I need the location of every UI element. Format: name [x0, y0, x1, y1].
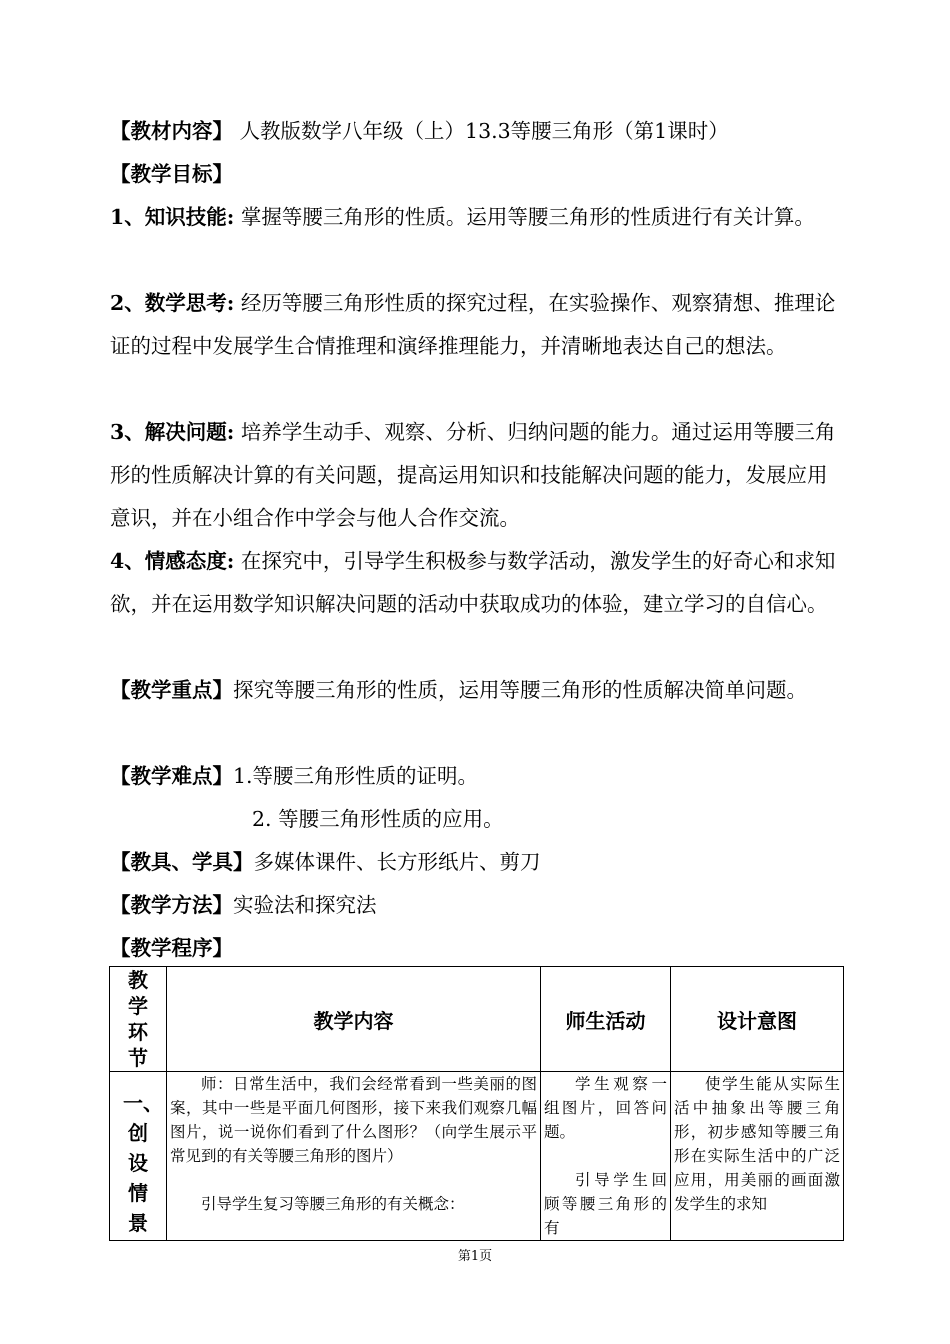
objective-text: 在探究中，引导学生积极参与数学活动，激发学生的好奇心和求知欲，并在运用数学知识解决问题的活动中获取成功的体验，建立学习的自信心。: [110, 549, 836, 616]
objective-text: 掌握等腰三角形的性质。运用等腰三角形的性质进行有关计算。: [240, 205, 815, 229]
objective-label: 2、数学思考:: [110, 291, 235, 315]
difficulty-line: [110, 755, 842, 798]
objective-item-4: [110, 540, 842, 626]
header-intent: 设计意图: [671, 967, 844, 1072]
key-point-line: [110, 669, 842, 712]
objective-item-2: [110, 282, 842, 368]
method-line: [110, 884, 842, 927]
objective-item-3: [110, 411, 842, 540]
stage-label: 一、创设情景: [123, 1091, 163, 1235]
method-text: 实验法和探究法: [233, 893, 377, 917]
table-header-row: [110, 967, 844, 1072]
activity-paragraph-1: 学生观察一组图片，回答问题。: [544, 1075, 667, 1141]
key-point-text: 探究等腰三角形的性质，运用等腰三角形的性质解决简单问题。: [233, 678, 807, 702]
material-line: [110, 110, 842, 153]
intent-cell: [671, 1072, 844, 1241]
activity-paragraph-2: 引导学生回顾等腰三角形的有: [544, 1171, 667, 1237]
objective-label: 3、解决问题:: [110, 420, 235, 444]
objective-item-1: [110, 196, 842, 239]
table-row: [110, 1072, 844, 1241]
header-activity: 师生活动: [541, 967, 671, 1072]
difficulty-label: 【教学难点】: [110, 764, 233, 788]
content-cell: [167, 1072, 541, 1241]
objective-text: 培养学生动手、观察、分析、归纳问题的能力。通过运用等腰三角形的性质解决计算的有关问题，提高运用知识和技能解决问题的能力，发展应用意识，并在小组合作中学会与他人合作交流。: [110, 420, 836, 530]
procedure-title: 【教学程序】: [110, 936, 233, 960]
objective-text: 经历等腰三角形性质的探究过程，在实验操作、观察猜想、推理论证的过程中发展学生合情推理和演绎推理能力，并清晰地表达自己的想法。: [110, 291, 836, 358]
difficulty-item-2: 2. 等腰三角形性质的应用。: [252, 807, 504, 831]
method-label: 【教学方法】: [110, 893, 233, 917]
page-number: 第1页: [457, 1249, 493, 1264]
tools-text: 多媒体课件、长方形纸片、剪刀: [253, 850, 541, 874]
tools-label: 【教具、学具】: [110, 850, 254, 874]
objectives-title: 【教学目标】: [110, 162, 233, 186]
header-content: 教学内容: [167, 967, 541, 1072]
material-label: 【教材内容】: [110, 119, 233, 143]
difficulty-item-1: 1.等腰三角形性质的证明。: [233, 764, 479, 788]
material-text: 人教版数学八年级（上）13.3等腰三角形（第1课时）: [239, 119, 729, 143]
header-stage: 教学环节: [110, 967, 167, 1072]
key-point-label: 【教学重点】: [110, 678, 233, 702]
tools-line: [110, 841, 842, 884]
intent-paragraph: 使学生能从实际生活中抽象出等腰三角形，初步感知等腰三角形在实际生活中的广泛应用，用美丽的画面激发学生的求知: [674, 1075, 840, 1213]
content-paragraph-2: 引导学生复习等腰三角形的有关概念：: [201, 1195, 465, 1213]
stage-cell: [110, 1072, 167, 1241]
objective-label: 1、知识技能:: [110, 205, 235, 229]
procedure-table: [109, 966, 844, 1241]
activity-cell: [541, 1072, 671, 1241]
objective-label: 4、情感态度:: [110, 549, 235, 573]
content-paragraph-1: 师：日常生活中，我们会经常看到一些美丽的图案，其中一些是平面几何图形，接下来我们观察几幅图片，说一说你们看到了什么图形？（向学生展示平常见到的有关等腰三角形的图片）: [170, 1075, 537, 1165]
